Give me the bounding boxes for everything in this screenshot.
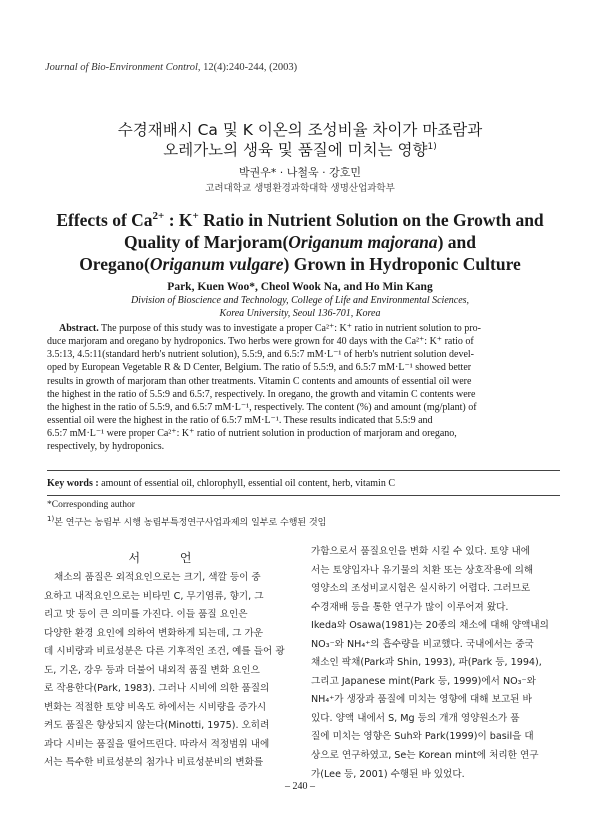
title-part: : K <box>164 210 193 230</box>
title-part: ) and <box>437 232 476 252</box>
english-title-line3 <box>0 254 600 275</box>
abstract-line <box>47 322 557 335</box>
funding-footnote <box>47 515 326 528</box>
body-line: 서는 토양입자나 유기물의 치환 또는 상호작용에 의해 <box>311 564 534 576</box>
english-title-line2 <box>0 232 600 253</box>
body-line: 질에 미치는 영향은 Suh와 Park(1999)이 basil을 대 <box>311 731 534 743</box>
body-line: 있다. 양액 내에서 S, Mg 등의 개개 영양원소가 품 <box>311 712 520 724</box>
keywords-label: Key words : <box>47 478 99 489</box>
abstract-line: 3.5:13, 4.5:11(standard herb's nutrient solution), 5.5:9, and 6.5:7 mM·L⁻¹ of herb's nutrient solution devel- <box>47 349 475 361</box>
right-column <box>311 543 559 784</box>
divider <box>47 470 560 471</box>
body-line: 켜도 품질은 향상되지 않는다(Minotti, 1975). 오히려 <box>44 720 270 732</box>
species-name: Origanum vulgare <box>149 254 284 274</box>
korean-title-line2-text: 오레가노의 생육 및 품질에 미치는 영향 <box>163 141 428 159</box>
abstract-line: the highest in the ratio of 5.5:9 and 6.5:7, respectively. In oregano, the growth and vitamin C contents were <box>47 388 476 400</box>
abstract-line: essential oil were the highest in the ratio of 6.5:7 mM·L⁻¹. These results indicated that 5.5:9 and <box>47 415 433 427</box>
title-superscript: + <box>192 210 199 223</box>
korean-title-line1: 수경재배시 Ca 및 K 이온의 조성비율 차이가 마죠람과 <box>117 121 483 139</box>
abstract-line: 6.5:7 mM·L⁻¹ were proper Ca²⁺: K⁺ ratio of nutrient solution in production of marjoram and oregano, <box>47 428 457 440</box>
body-line: 요하고 내적요인으로는 비타민 C, 무기염류, 향기, 그 <box>44 590 264 602</box>
abstract-line: duce marjoram and oregano by hydroponics. Two herbs were grown for 40 days with the Ca²⁺: K⁺ ratio of <box>47 336 474 348</box>
page-number: – 240 – <box>285 781 315 792</box>
body-line: 변화는 적절한 토양 비옥도 하에서는 시비량을 증가시 <box>44 701 267 713</box>
species-name: Origanum majorana <box>288 232 438 252</box>
body-line: 그리고 Japanese mint(Park 등, 1999)에서 NO₃⁻와 <box>311 675 536 687</box>
body-line: 다양한 환경 요인에 의하여 변화하게 되는데, 그 가운 <box>44 627 264 639</box>
footnote-mark: 1) <box>47 515 55 523</box>
body-line: 서는 특수한 비료성분의 첨가나 비료성분비의 변화를 <box>44 757 264 769</box>
journal-name: Journal of Bio-Environment Control, <box>45 62 201 73</box>
left-column <box>44 569 294 773</box>
abstract-line: respectively, by hydroponics. <box>47 441 165 453</box>
body-line: NO₃⁻와 NH₄⁺의 흡수량을 비교했다. 국내에서는 중국 <box>311 638 534 650</box>
abstract <box>47 322 557 454</box>
body-line: 영양소의 조성비교시험은 실시하기 어렵다. 그러므로 <box>311 583 531 595</box>
abstract-text: The purpose of this study was to investigate a proper Ca²⁺: K⁺ ratio in nutrient solution to pro- <box>101 323 481 334</box>
body-line: 로 작용한다(Park, 1983). 그러나 시비에 의한 품질의 <box>44 683 270 695</box>
body-line: 데 시비량과 비료성분은 다른 기후적인 조건, 예를 들어 광 <box>44 646 285 658</box>
english-title-line1 <box>0 210 600 231</box>
korean-title-footnote-mark: 1) <box>427 141 437 152</box>
korean-authors: 박권우* · 나철욱 · 강호민 <box>238 166 362 179</box>
english-authors: Park, Kuen Woo*, Cheol Wook Na, and Ho Min Kang <box>167 281 433 293</box>
korean-title-line2 <box>0 138 600 160</box>
english-affiliation-line1: Division of Bioscience and Technology, College of Life and Environmental Sciences, <box>130 295 470 306</box>
korean-affiliation: 고려대학교 생명환경과학대학 생명산업과학부 <box>205 183 395 194</box>
body-line: NH₄⁺가 생장과 품질에 미치는 영향에 대해 보고된 바 <box>311 694 532 706</box>
body-line: 채소의 품질은 외적요인으로는 크기, 색깔 등이 중 <box>54 572 261 583</box>
keywords <box>47 478 395 489</box>
body-line: Ikeda와 Osawa(1981)는 20종의 채소에 대해 양액내의 <box>311 620 549 632</box>
title-part: Oregano( <box>79 254 150 274</box>
footnote-text: 본 연구는 농림부 시행 농림부특정연구사업과제의 일부로 수행된 것임 <box>54 518 327 528</box>
title-part: Ratio in Nutrient Solution on the Growth and <box>198 210 544 230</box>
body-line: 리고 맛 등이 큰 의미를 가진다. 이들 품질 요인은 <box>44 609 248 621</box>
title-part: ) Grown in Hydroponic Culture <box>283 254 521 274</box>
body-line: 가함으로서 품질요인을 변화 시킬 수 있다. 토양 내에 <box>311 546 531 557</box>
body-line: 상으로 연구하였고, Se는 Korean mint에 처리한 연구 <box>311 750 539 762</box>
abstract-line: the highest in the ratio of 5.5:9, and 6.5:7 mM·L⁻¹, respectively. The content (%) and amount (mg/plant) of <box>47 401 477 413</box>
body-line: 과다 시비는 품질을 떨어뜨린다. 따라서 적정범위 내에 <box>44 738 270 750</box>
keywords-text: amount of essential oil, chlorophyll, essential oil content, herb, vitamin C <box>101 478 396 489</box>
divider <box>47 495 560 496</box>
body-line: 가(Lee 등, 2001) 수행된 바 있었다. <box>311 768 465 780</box>
journal-citation <box>45 62 297 73</box>
corresponding-author-note: *Corresponding author <box>47 500 135 510</box>
title-superscript: 2+ <box>152 210 165 223</box>
body-line: 수경재배 등을 통한 연구가 많이 이루어져 왔다. <box>311 601 509 613</box>
title-part: Effects of Ca <box>56 210 153 230</box>
abstract-line: results in growth of marjoram than other treatments. Vitamin C contents and amounts of essential oil were <box>47 375 472 387</box>
abstract-label: Abstract. <box>59 323 99 334</box>
section-title-introduction: 서 언 <box>128 551 210 565</box>
english-affiliation-line2: Korea University, Seoul 136-701, Korea <box>219 308 381 319</box>
body-line: 채소인 팍채(Park과 Shin, 1993), 파(Park 등, 1994), <box>311 657 542 669</box>
title-part: Quality of Marjoram( <box>124 232 289 252</box>
journal-volume: 12(4):240-244, (2003) <box>203 62 298 73</box>
body-line: 도, 기온, 강우 등과 더불어 내외적 품질 변화 요인으 <box>44 664 260 676</box>
abstract-line: oped by European Vegetable R & D Center, Belgium. The ratio of 5.5:9, and 6.5:7 mM·L⁻¹ showed better <box>47 362 472 374</box>
